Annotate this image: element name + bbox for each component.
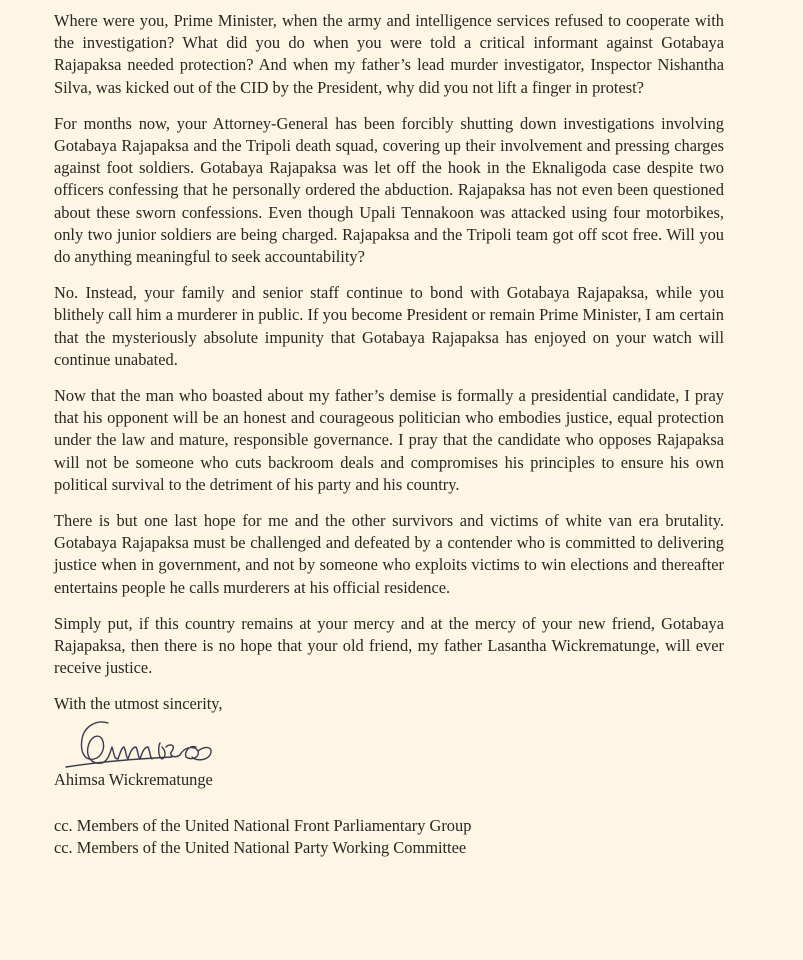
paragraph-3: No. Instead, your family and senior staff continue to bond with Gotabaya Rajapaksa, while you blithely call him a murderer in public. If you become President or remain Prime Minister, I am certain that the mysteriously absolute impunity that Gotabaya Rajapaksa has enjoyed on your watch will continue unabated. — [54, 283, 724, 369]
paragraph-5: There is but one last hope for me and the other survivors and victims of white van era brutality. Gotabaya Rajapaksa must be challenged and defeated by a contender who is committed to delivering justice when in government, and not by someone who exploits victims to win elections and thereafter entertains people he calls murderers at his official residence. — [54, 511, 724, 597]
closing-line: With the utmost sincerity, — [54, 694, 223, 714]
paragraph-1: Where were you, Prime Minister, when the army and intelligence services refused to cooperate with the investigation? What did you do when you were told a critical informant against Gotabaya Rajapaksa needed protection? And when my father’s lead murder investigator, Inspector Nishantha Silva, was kicked out of the CID by the President, why did you not lift a finger in protest? — [54, 11, 724, 97]
paragraph-4: Now that the man who boasted about my father’s demise is formally a presidential candidate, I pray that his opponent will be an honest and courageous politician who embodies justice, equal protection under the law and mature, responsible governance. I pray that the candidate who opposes Rajapaksa will not be someone who cuts backroom deals and compromises his principles to ensure his own political survival to the detriment of his party and his country. — [54, 386, 724, 494]
cc-line: cc. Members of the United National Front Parliamentary Group — [54, 816, 472, 836]
cc-line: cc. Members of the United National Party Working Committee — [54, 838, 467, 858]
letter-body — [54, 10, 724, 859]
handwritten-signature — [62, 717, 232, 773]
paragraph-6: Simply put, if this country remains at your mercy and at the mercy of your new friend, Gotabaya Rajapaksa, then there is no hope that your old friend, my father Lasantha Wickrematunge, will ever receive justice. — [54, 613, 724, 678]
cc-list — [54, 815, 724, 859]
paragraph-2: For months now, your Attorney-General has been forcibly shutting down investigations involving Gotabaya Rajapaksa and the Tripoli death squad, covering up their involvement and pressing charges against foot soldiers. Gotabaya Rajapaksa was let off the hook in the Eknaligoda case despite two officers confessing that he personally ordered the abduction. Rajapaksa has not even been questioned about these sworn confessions. Even though Upali Tennakoon was attacked using four motorbikes, only two junior soldiers are being charged. Rajapaksa and the Tripoli team got off scot free. Will you do anything meaningful to seek accountability? — [54, 113, 724, 267]
signer-name: Ahimsa Wickrematunge — [54, 770, 213, 790]
